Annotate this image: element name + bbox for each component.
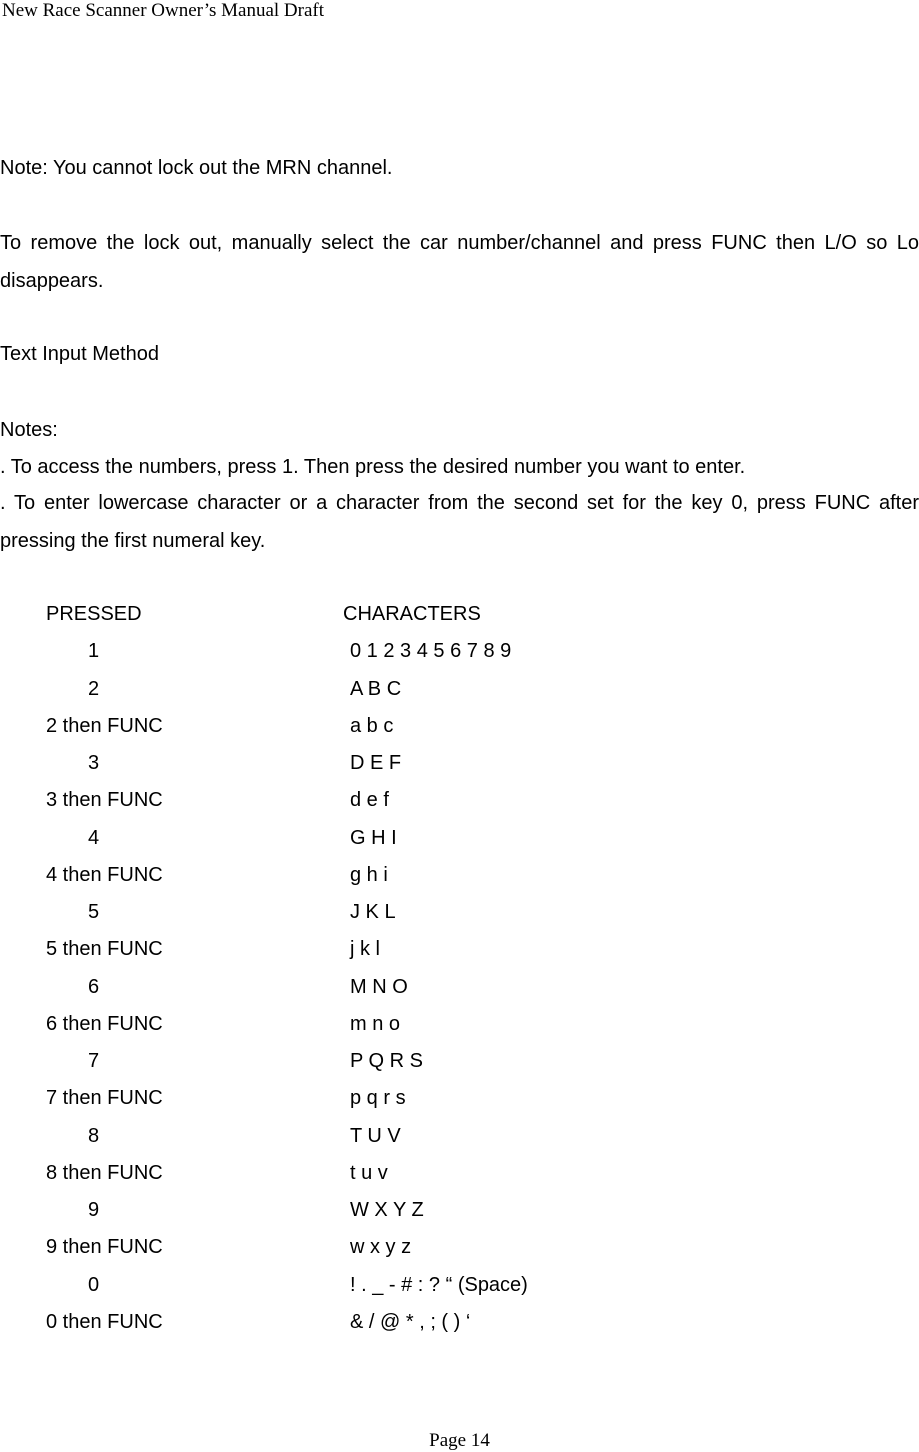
characters-cell: W X Y Z xyxy=(350,1199,424,1221)
table-row xyxy=(0,898,919,935)
table-row xyxy=(0,1047,919,1084)
table-row xyxy=(0,1010,919,1047)
pressed-cell: 2 xyxy=(88,677,100,700)
pressed-cell: 7 xyxy=(88,1050,100,1072)
notes-label: Notes: xyxy=(0,419,58,441)
header-characters: CHARACTERS xyxy=(343,603,481,625)
table-row xyxy=(0,824,919,861)
text-input-table xyxy=(0,600,919,1345)
characters-cell: & / @ * , ; ( ) ‘ xyxy=(350,1310,471,1333)
table-row xyxy=(0,1271,919,1308)
table-row xyxy=(0,973,919,1010)
characters-cell: w x y z xyxy=(350,1236,412,1259)
pressed-cell: 0 xyxy=(88,1273,100,1296)
pressed-cell: 2 then FUNC xyxy=(46,714,163,737)
characters-cell: p q r s xyxy=(350,1087,406,1110)
characters-cell: A B C xyxy=(350,677,402,700)
characters-cell: P Q R S xyxy=(350,1050,423,1072)
note-lockout: Note: You cannot lock out the MRN channel. xyxy=(0,157,393,179)
table-row xyxy=(0,1159,919,1196)
page-header-title: New Race Scanner Owner’s Manual Draft xyxy=(2,0,324,21)
section-title: Text Input Method xyxy=(0,343,159,365)
characters-cell: ! . _ - # : ? “ (Space) xyxy=(350,1273,528,1296)
characters-cell: T U V xyxy=(350,1124,401,1147)
table-row xyxy=(0,935,919,972)
table-body xyxy=(0,637,919,1345)
characters-cell: J K L xyxy=(350,901,396,923)
table-row xyxy=(0,637,919,674)
characters-cell: G H I xyxy=(350,826,397,849)
table-header-row xyxy=(0,600,919,637)
table-row xyxy=(0,1084,919,1121)
characters-cell: d e f xyxy=(350,789,389,812)
table-row xyxy=(0,786,919,823)
pressed-cell: 5 xyxy=(88,901,100,923)
characters-cell: g h i xyxy=(350,863,388,886)
pressed-cell: 9 then FUNC xyxy=(46,1236,163,1259)
table-row xyxy=(0,1122,919,1159)
characters-cell: M N O xyxy=(350,975,408,998)
table-row xyxy=(0,749,919,786)
characters-cell: D E F xyxy=(350,752,402,774)
table-row xyxy=(0,675,919,712)
pressed-cell: 9 xyxy=(88,1199,100,1221)
pressed-cell: 8 then FUNC xyxy=(46,1161,163,1184)
remove-lockout-paragraph: To remove the lock out, manually select the car number/channel and press FUNC then L/O so Lo disappears. xyxy=(0,232,919,292)
pressed-cell: 3 xyxy=(88,752,100,774)
table-row xyxy=(0,712,919,749)
pressed-cell: 4 then FUNC xyxy=(46,863,163,886)
characters-cell: a b c xyxy=(350,714,394,737)
pressed-cell: 0 then FUNC xyxy=(46,1310,163,1333)
table-row xyxy=(0,1196,919,1233)
note-lowercase: . To enter lowercase character or a character from the second set for the key 0, press FUNC after pressing the first numeral key. xyxy=(0,492,919,552)
pressed-cell: 4 xyxy=(88,826,100,849)
table-row xyxy=(0,861,919,898)
pressed-cell: 1 xyxy=(88,640,100,663)
pressed-cell: 6 xyxy=(88,975,100,998)
header-pressed: PRESSED xyxy=(46,603,142,625)
characters-cell: j k l xyxy=(350,938,380,961)
note-numbers: . To access the numbers, press 1. Then press the desired number you want to enter. xyxy=(0,456,746,478)
pressed-cell: 7 then FUNC xyxy=(46,1087,163,1110)
characters-cell: 0 1 2 3 4 5 6 7 8 9 xyxy=(350,640,512,663)
characters-cell: m n o xyxy=(350,1012,401,1035)
characters-cell: t u v xyxy=(350,1161,388,1184)
pressed-cell: 8 xyxy=(88,1124,100,1147)
pressed-cell: 6 then FUNC xyxy=(46,1012,163,1035)
page-footer-number: Page 14 xyxy=(429,1430,490,1451)
pressed-cell: 5 then FUNC xyxy=(46,938,163,961)
pressed-cell: 3 then FUNC xyxy=(46,789,163,812)
table-row xyxy=(0,1308,919,1345)
table-row xyxy=(0,1233,919,1270)
